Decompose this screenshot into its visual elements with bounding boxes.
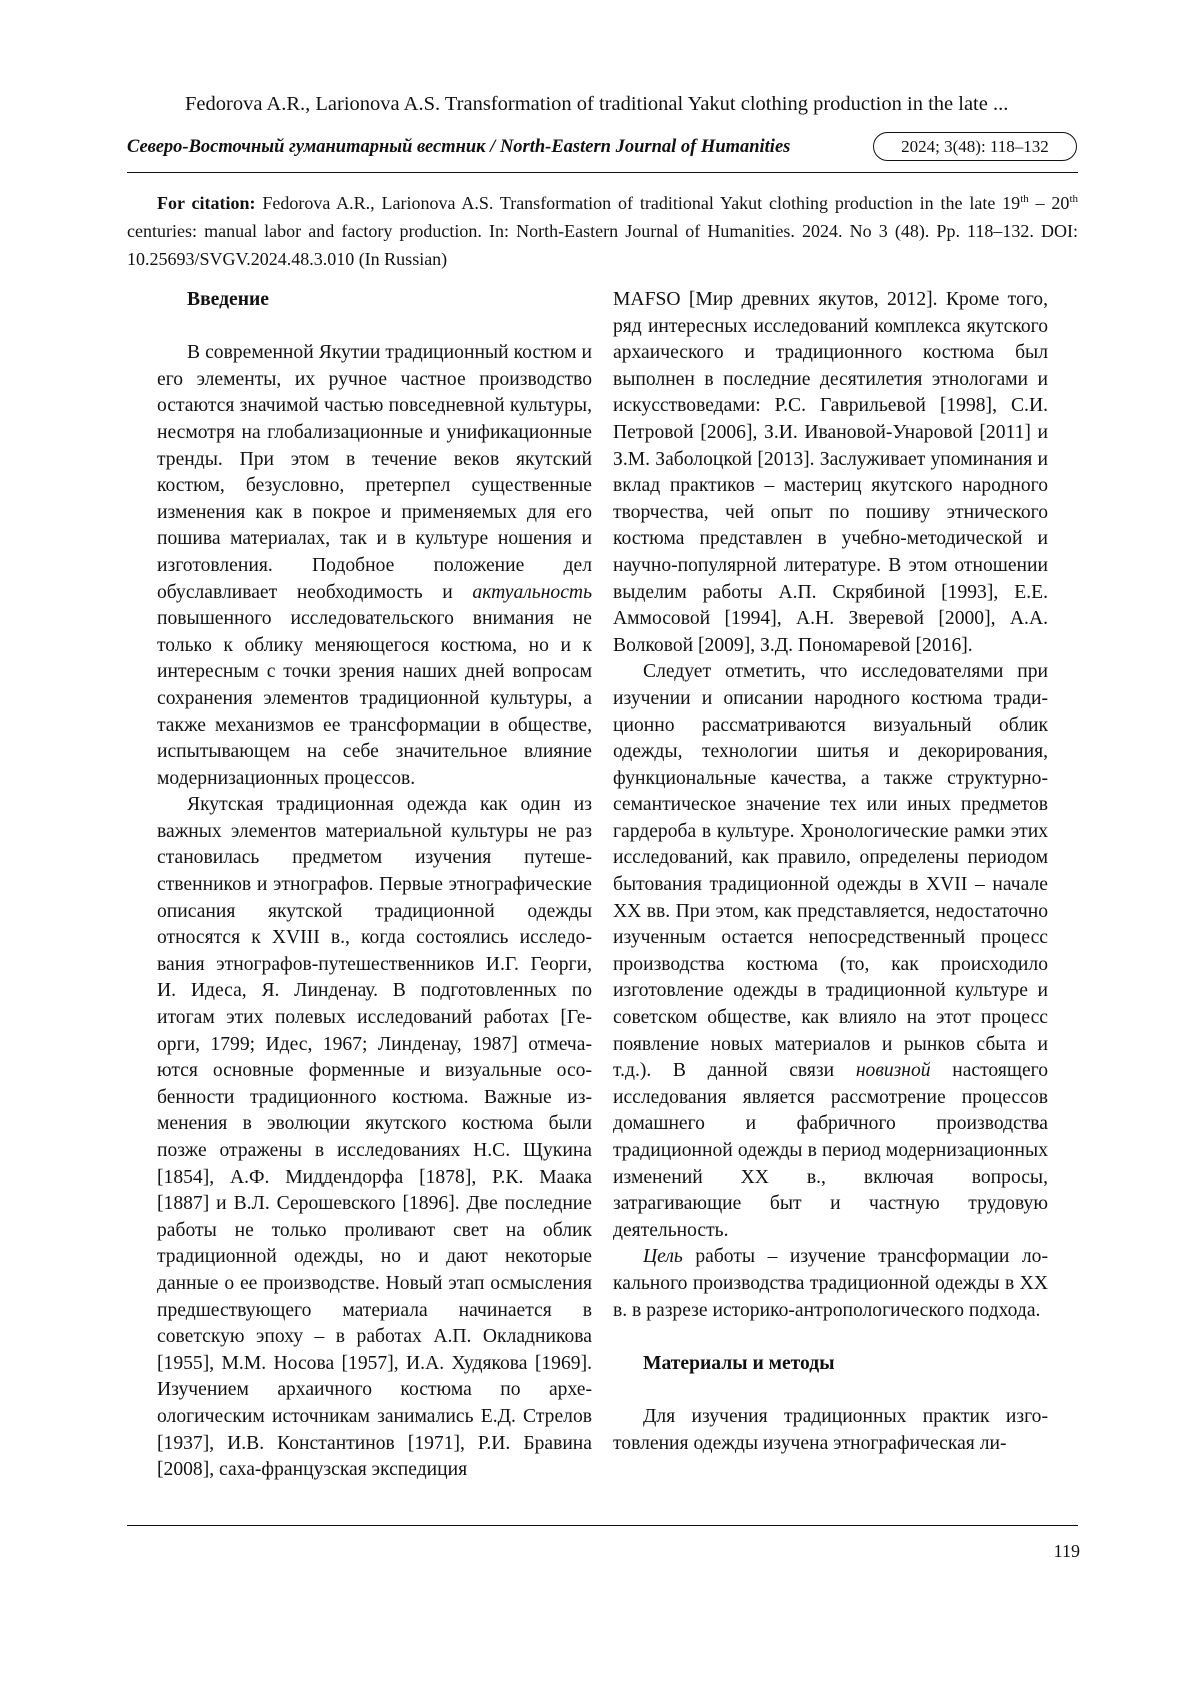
section-heading-methods: Материалы и методы [643, 1352, 835, 1374]
running-title: Fedorova A.R., Larionova A.S. Transformation of traditional Yakut clothing production in the late ... [185, 93, 1009, 115]
footer-divider [127, 1525, 1078, 1526]
paragraph [613, 1244, 1048, 1324]
emphasis-goal: Цель [643, 1246, 683, 1268]
citation-sup2: th [1069, 193, 1078, 205]
right-column [613, 287, 1048, 1457]
paragraph: Для изучения традиционных практик изготовления одежды изучена этнографическая ли- [613, 1405, 1048, 1454]
paragraph: MAFSO [Мир древних якутов, 2012]. Кроме того, ряд интересных исследований комплекса якутского архаического и традиционного костюма был выполнен в последние десятилетия этнологами и искусствоведами: Р.С. Гаврильевой [1998], С.И. Петровой [2006], З.И. Ивановой-Унаровой [2011] и З.М. Заболоцкой [2013]. Заслуживает упоминания и вклад практиков – мастериц якутского народного творчества, чей опыт по пошиву этнического костюма представлен в учебно-методической и научно-популярной литературе. В этом отношении выделим работы А.П. Скрябиной [1993], Е.Е. Аммосовой [1994], А.Н. Зверевой [2000], А.А. Волковой [2009], З.Д. Пономаревой [2016]. [613, 289, 1048, 656]
spacer [613, 1377, 1048, 1404]
paragraph-text: повышенного исследовательского внимания не только к облику меняющегося костюма, но и к интересным с точки зрения наших дней вопросам сохранения элементов традиционной культуры, а также механизмов ее трансформации в обществе, испытывающем на себе значительное влияние модернизационных процессов. [157, 608, 592, 789]
paragraph [613, 659, 1048, 1244]
issue-info-badge: 2024; 3(48): 118–132 [873, 132, 1077, 161]
paragraph [157, 340, 592, 792]
left-column [157, 287, 592, 1484]
paragraph-text: Следует отметить, что исследователями при изучении и описании народного костюма традиционно рассматриваются визуальный облик одежды, технологии шитья и декорирования, функциональные качества, а также структурно-семантическое значение тех или иных предметов гардероба в культуре. Хронологические рамки этих исследований, как правило, определены периодом бытования традиционной одежды в XVII – начале XX вв. При этом, как представляется, недостаточно изученным остается непосредственный процесс производства костюма (то, как происходило изготовление одежды в традиционной культуре и советском обществе, как влияло на этот процесс появление новых материалов и рынков сбыта и т.д.). В данной связи [613, 661, 1048, 1082]
citation-sup1: th [1020, 193, 1029, 205]
citation-text-part3: centuries: manual labor and factory production. In: North-Eastern Journal of Humanities. 2024. No 3 (48). Pp. 118–132. DOI: 10.25693/SVGV.2024.48.3.010 (In Russian) [127, 221, 1078, 269]
page-number: 119 [1053, 1541, 1080, 1561]
citation-text-part2: – 20 [1028, 193, 1070, 213]
header-divider [127, 172, 1078, 173]
paragraph-text: настоящего исследования является рассмотрение процессов домашнего и фабричного производства традиционной одежды в период модернизационных изменений XX в., включая вопросы, затрагивающие быт и частную трудовую деятельность. [613, 1060, 1048, 1241]
paragraph-text: работы – изучение трансформации локального производства традиционной одежды в XX в. в разрезе историко-антропологического подхода. [613, 1246, 1048, 1321]
spacer [157, 314, 592, 341]
emphasis-novelty: новизной [855, 1060, 931, 1082]
spacer [613, 1324, 1048, 1351]
paragraph-text: В современной Якутии традиционный костюм и его элементы, их ручное частное производство остаются значимой частью повседневной культуры, несмотря на глобализационные и унификационные тренды. При этом в течение веков якутский костюм, безусловно, претерпел существенные изменения как в покрое и применяемых для его пошива материалах, так и в культуре ношения и изготовления. Подобное положение дел обуславливает необходимость и [157, 342, 592, 603]
citation-label: For citation: [157, 193, 256, 213]
paragraph: Якутская традиционная одежда как один из важных элементов материальной культуры не раз становилась предметом изучения путешественников и этнографов. Первые этнографические описания якутской традиционной одежды относятся к XVIII в., когда состоялись исследования этнографов-путешественников И.Г. Георги, И. Идеса, Я. Линденау. В подготовленных по итогам этих полевых исследований работах [Георги, 1799; Идес, 1967; Линденау, 1987] отмечаются основные форменные и визуальные особенности традиционного костюма. Важные изменения в эволюции якутского костюма были позже отражены в исследованиях Н.С. Щукина [1854], А.Ф. Миддендорфа [1878], Р.К. Маака [1887] и В.Л. Серошевского [1896]. Две последние работы не только проливают свет на облик традиционной одежды, но и дают некоторые данные о ее производстве. Новый этап осмысления предшествующего материала начинается в советскую эпоху – в работах А.П. Окладникова [1955], М.М. Носова [1957], И.А. Худякова [1969]. Изучением архаичного костюма по археологическим источникам занимались Е.Д. Стрелов [1937], И.В. Константинов [1971], Р.И. Бравина [2008], саха-французская экспедиция [157, 794, 592, 1481]
citation-text-part1: Fedorova A.R., Larionova A.S. Transformation of traditional Yakut clothing production in the late 19 [255, 193, 1021, 213]
journal-name: Северо-Восточный гуманитарный вестник / North-Eastern Journal of Humanities [127, 137, 791, 157]
citation-block [127, 189, 1078, 273]
emphasis-actuality: актуальность [472, 581, 592, 603]
section-heading-introduction: Введение [187, 289, 269, 310]
